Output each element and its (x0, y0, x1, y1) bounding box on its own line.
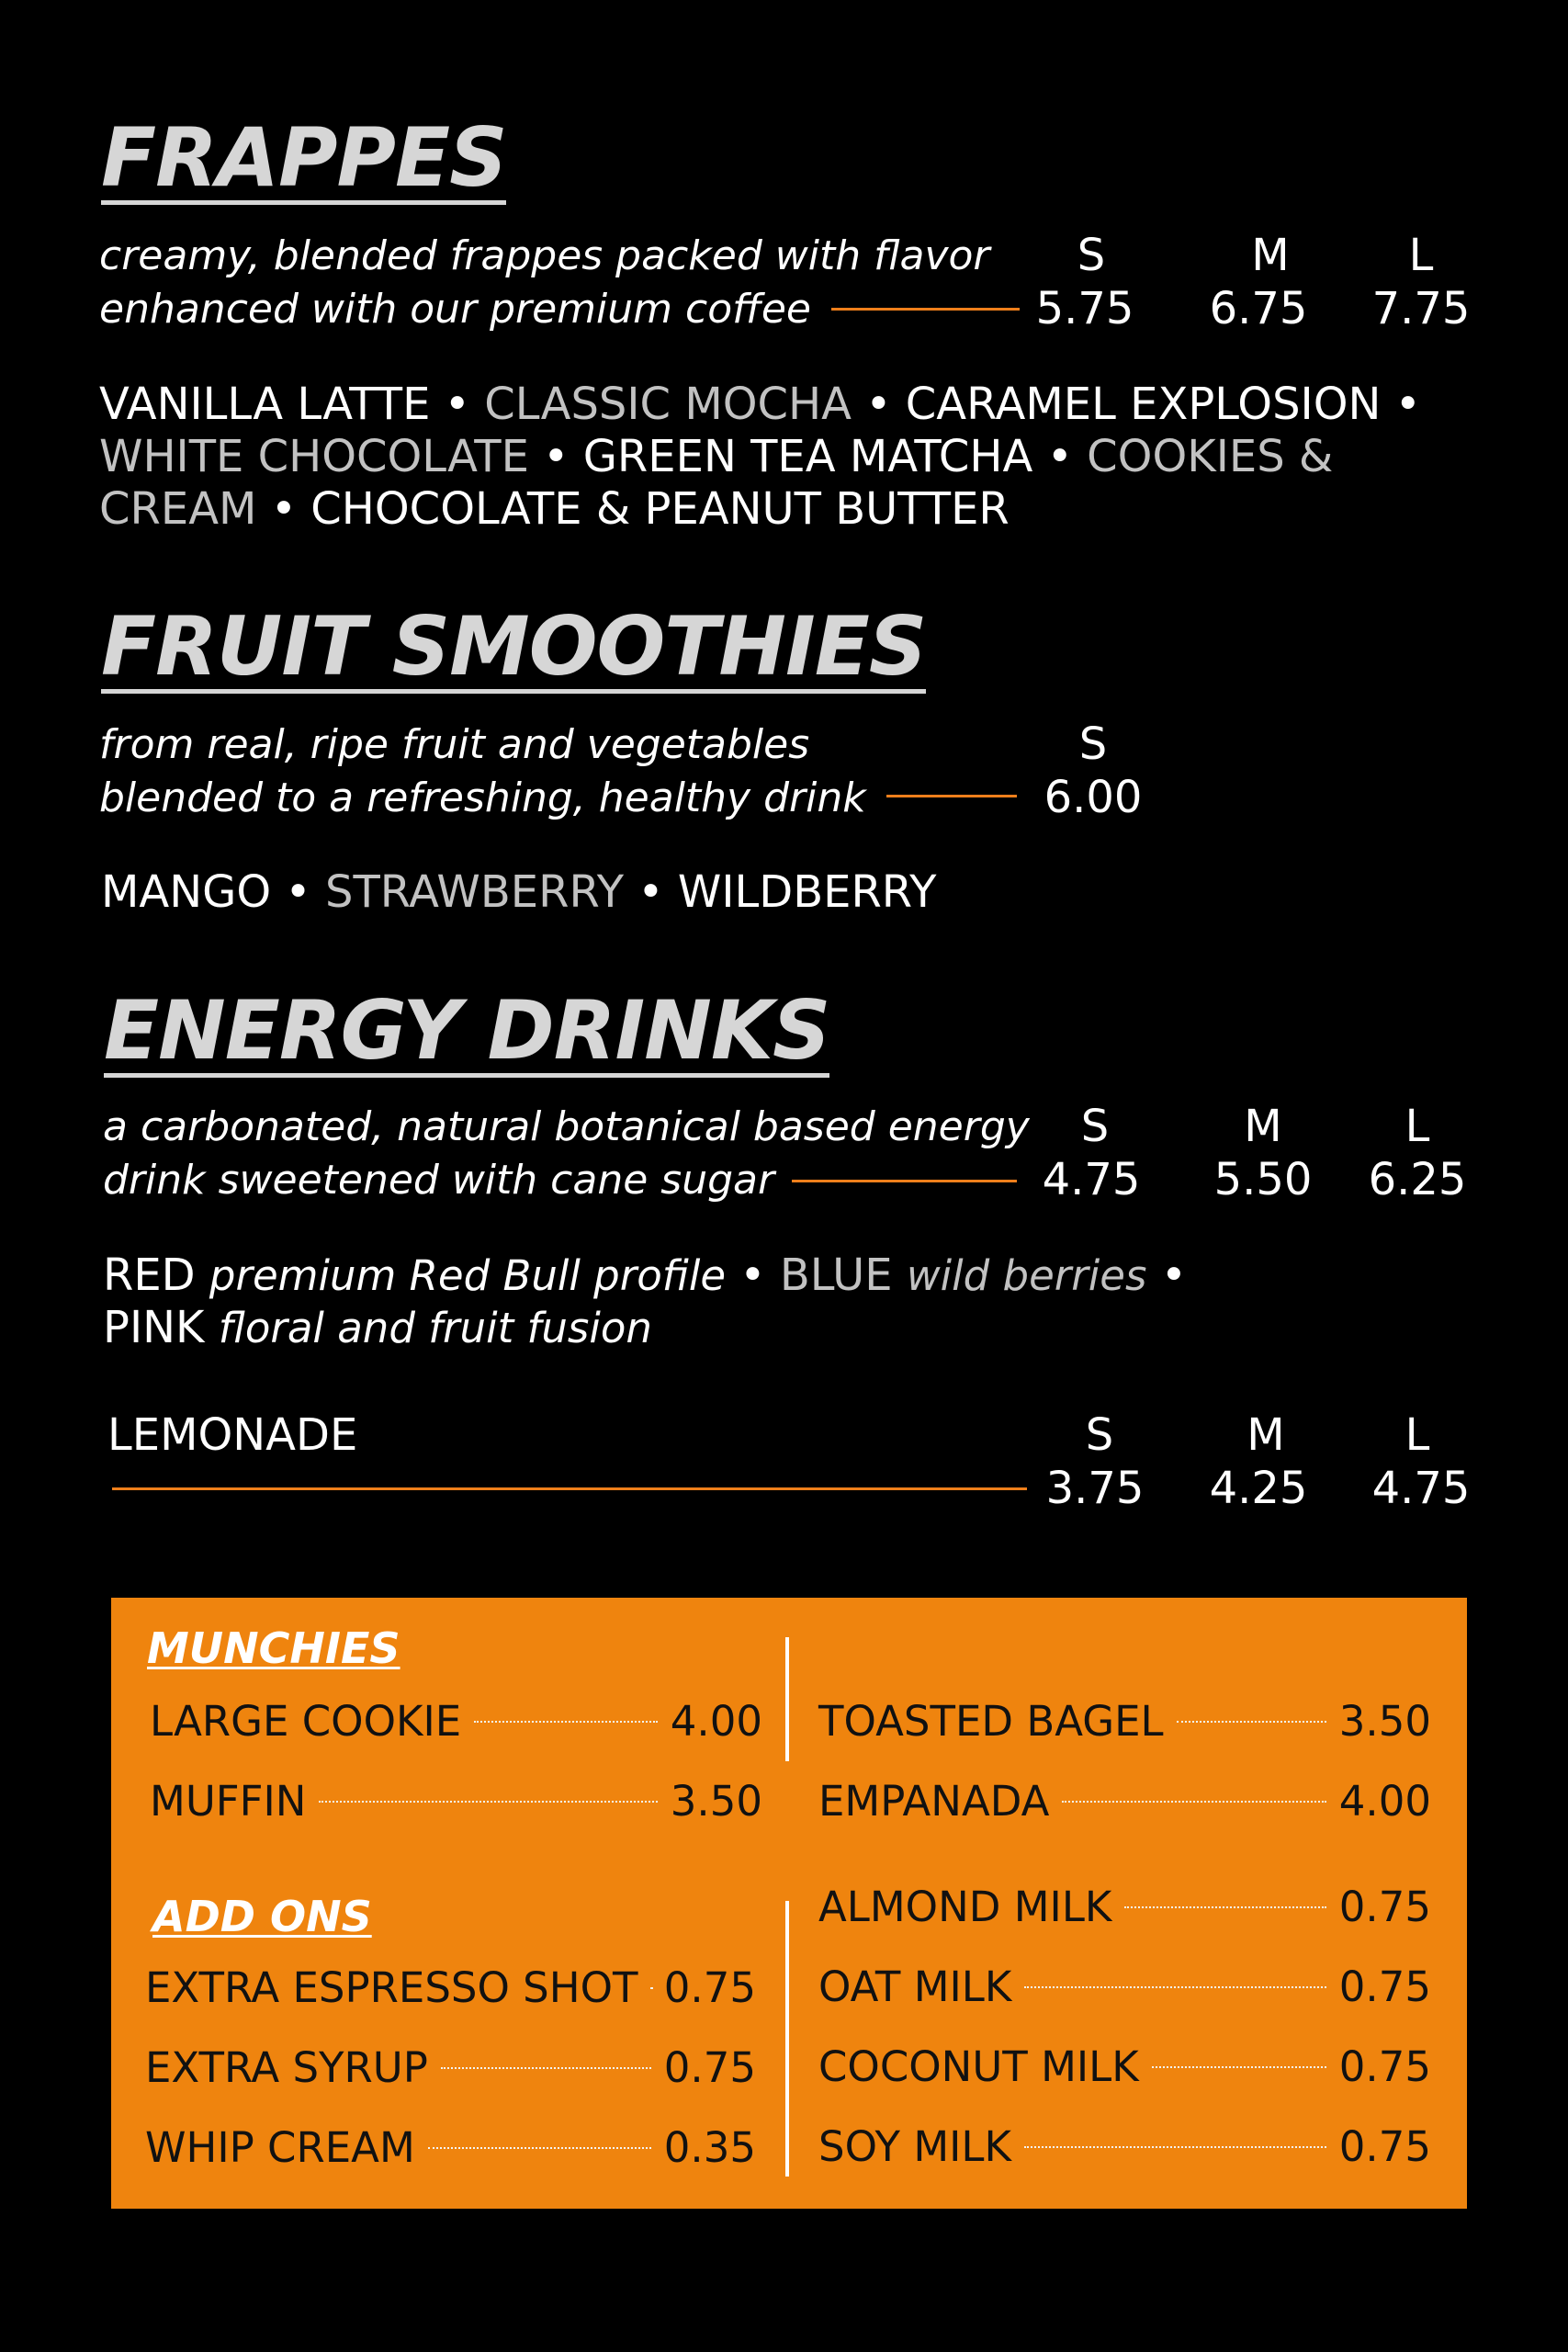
dotted-leader (1024, 2146, 1326, 2148)
energy-flavor-name: BLUE (779, 1250, 907, 1301)
bullet-separator: • (528, 431, 583, 482)
addon-item-price: 0.75 (1338, 1962, 1431, 2011)
bullet-separator: • (851, 379, 906, 430)
addons-column-divider (785, 1901, 789, 2177)
smoothies-leader-line (886, 795, 1017, 797)
addon-item-name: WHIP CREAM (145, 2123, 415, 2172)
smoothies-size-s: S (1078, 718, 1108, 770)
energy-size-l: L (1404, 1101, 1430, 1152)
munchies-item-price: 4.00 (1338, 1777, 1431, 1826)
addon-row (145, 2043, 756, 2097)
frappes-size-m: M (1251, 230, 1290, 281)
smoothies-heading: FRUIT SMOOTHIES (101, 599, 927, 694)
frappes-description-line2: enhanced with our premium coffee (99, 286, 812, 333)
munchies-item-price: 3.50 (670, 1777, 762, 1826)
lemonade-price-m: 4.25 (1209, 1463, 1308, 1514)
dotted-leader (319, 1801, 657, 1803)
munchies-row (818, 1697, 1431, 1750)
frappes-price-s: 5.75 (1035, 283, 1134, 334)
addon-row (818, 1962, 1431, 2016)
munchies-row (150, 1697, 762, 1750)
smoothies-description-line1: from real, ripe fruit and vegetables (99, 721, 810, 768)
energy-flavor-name: PINK (103, 1302, 219, 1353)
smoothies-flavor-list (101, 866, 1387, 919)
munchies-item-name: LARGE COOKIE (150, 1697, 462, 1746)
addon-item-name: OAT MILK (818, 1962, 1012, 2011)
frappes-flavor-item: COOKIES & CREAM (99, 431, 1334, 535)
bullet-separator: • (726, 1250, 780, 1301)
munchies-item-name: MUFFIN (150, 1777, 307, 1826)
energy-size-s: S (1080, 1101, 1110, 1152)
energy-flavor-note: floral and fruit fusion (218, 1304, 652, 1352)
dotted-leader (1024, 1986, 1325, 1988)
smoothies-description-line2: blended to a refreshing, healthy drink (99, 775, 866, 821)
frappes-size-s: S (1077, 230, 1106, 281)
bullet-separator: • (430, 379, 485, 430)
lemonade-label: LEMONADE (107, 1409, 358, 1461)
addon-item-name: SOY MILK (818, 2122, 1011, 2171)
energy-price-m: 5.50 (1213, 1154, 1313, 1205)
munchies-row (150, 1777, 762, 1830)
addon-item-name: COCONUT MILK (818, 2042, 1139, 2091)
frappes-flavor-item: CARAMEL EXPLOSION (905, 379, 1382, 430)
addon-item-price: 0.75 (663, 1963, 756, 2012)
addon-item-name: ALMOND MILK (818, 1883, 1112, 1931)
lemonade-size-m: M (1247, 1409, 1285, 1461)
frappes-leader-line (831, 308, 1020, 311)
bullet-separator: • (256, 483, 311, 535)
bullet-separator: • (1032, 431, 1088, 482)
addon-item-price: 0.75 (1338, 2122, 1431, 2171)
frappes-flavor-list (99, 379, 1477, 536)
frappes-flavor-item: WHITE CHOCOLATE (99, 431, 529, 482)
bullet-separator: • (271, 866, 325, 918)
smoothies-price-s: 6.00 (1043, 772, 1143, 823)
lemonade-size-s: S (1085, 1409, 1114, 1461)
dotted-leader (1062, 1801, 1325, 1803)
frappes-description-line1: creamy, blended frappes packed with flavor (99, 232, 990, 279)
addon-row (818, 2122, 1431, 2176)
frappes-size-l: L (1408, 230, 1434, 281)
lemonade-leader-line (112, 1487, 1027, 1490)
energy-description-line2: drink sweetened with cane sugar (103, 1157, 775, 1204)
addon-item-price: 0.75 (1338, 2042, 1431, 2091)
smoothies-flavor-item: STRAWBERRY (324, 866, 625, 918)
dotted-leader (1152, 2066, 1326, 2068)
addon-item-name: EXTRA SYRUP (145, 2043, 428, 2092)
lemonade-size-l: L (1404, 1409, 1430, 1461)
munchies-heading: MUNCHIES (147, 1623, 400, 1673)
munchies-item-name: EMPANADA (818, 1777, 1050, 1826)
munchies-item-name: TOASTED BAGEL (818, 1697, 1164, 1746)
energy-leader-line (792, 1180, 1017, 1182)
lemonade-price-s: 3.75 (1045, 1463, 1145, 1514)
dotted-leader (1177, 1721, 1326, 1723)
addon-row (818, 2042, 1431, 2096)
energy-description-line1: a carbonated, natural botanical based energy (103, 1103, 1030, 1150)
addon-row (145, 1963, 756, 2017)
bullet-separator: • (624, 866, 678, 918)
bullet-separator: • (1146, 1250, 1188, 1301)
addons-heading: ADD ONS (152, 1892, 372, 1941)
frappes-flavor-item: GREEN TEA MATCHA (582, 431, 1033, 482)
energy-flavor-name: RED (103, 1250, 209, 1301)
frappes-price-m: 6.75 (1209, 283, 1308, 334)
addon-row (818, 1883, 1431, 1936)
munchies-item-price: 4.00 (670, 1697, 762, 1746)
munchies-row (818, 1777, 1431, 1830)
energy-heading: ENERGY DRINKS (104, 983, 830, 1078)
addon-item-price: 0.35 (663, 2123, 756, 2172)
frappes-price-l: 7.75 (1371, 283, 1471, 334)
addon-row (145, 2123, 756, 2177)
dotted-leader (428, 2147, 651, 2149)
bullet-separator: • (1381, 379, 1421, 430)
frappes-heading: FRAPPES (101, 110, 507, 205)
energy-price-s: 4.75 (1042, 1154, 1141, 1205)
lemonade-price-l: 4.75 (1371, 1463, 1471, 1514)
addon-item-price: 0.75 (1338, 1883, 1431, 1931)
dotted-leader (441, 2067, 651, 2069)
dotted-leader (474, 1721, 658, 1723)
energy-price-l: 6.25 (1368, 1154, 1467, 1205)
frappes-flavor-item: CLASSIC MOCHA (484, 379, 852, 430)
energy-flavor-list (103, 1250, 1260, 1354)
energy-size-m: M (1244, 1101, 1282, 1152)
smoothies-flavor-item: WILDBERRY (677, 866, 937, 918)
energy-flavor-note: premium Red Bull profile (209, 1251, 727, 1300)
munchies-item-price: 3.50 (1338, 1697, 1431, 1746)
addon-item-price: 0.75 (663, 2043, 756, 2092)
dotted-leader (1124, 1906, 1325, 1908)
frappes-flavor-item: CHOCOLATE & PEANUT BUTTER (310, 483, 1010, 535)
energy-flavor-note: wild berries (906, 1251, 1147, 1300)
munchies-addons-panel (111, 1598, 1467, 2209)
frappes-flavor-item: VANILLA LATTE (99, 379, 431, 430)
munchies-column-divider (785, 1637, 789, 1761)
addon-item-name: EXTRA ESPRESSO SHOT (145, 1963, 638, 2012)
smoothies-flavor-item: MANGO (101, 866, 272, 918)
